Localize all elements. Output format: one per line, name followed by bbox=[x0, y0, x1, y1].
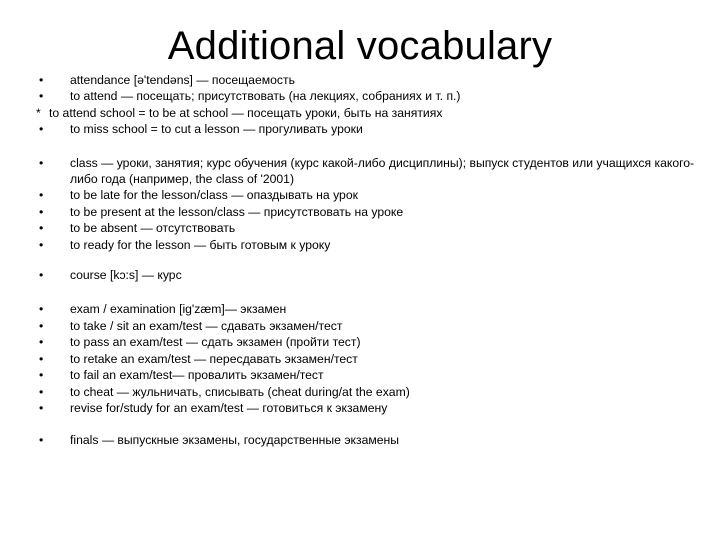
list-item-text: exam / examination [ig'zæm]— экзамен bbox=[70, 302, 287, 317]
bullet-marker: • bbox=[39, 384, 44, 399]
list-item-text: attendance [ə'tendəns] — посещаемость bbox=[70, 73, 295, 87]
list-item bbox=[36, 105, 696, 121]
list-item bbox=[36, 367, 696, 383]
list-item-text: to miss school = to cut a lesson — прогуливать уроки bbox=[70, 122, 363, 137]
bullet-marker: • bbox=[39, 221, 44, 236]
list-item-text: to cheat — жульничать, списывать (cheat during/at the exam) bbox=[70, 384, 410, 399]
bullet-marker: • bbox=[39, 89, 44, 104]
slide-title: Additional vocabulary bbox=[167, 24, 553, 68]
list-item bbox=[36, 204, 696, 220]
list-item bbox=[36, 318, 696, 334]
bullet-marker: • bbox=[39, 73, 44, 87]
list-item bbox=[36, 72, 696, 88]
bullet-marker: • bbox=[39, 318, 44, 333]
list-item-text: to take / sit an exam/test — сдавать экзамен/тест bbox=[70, 318, 343, 333]
bullet-marker: • bbox=[39, 302, 44, 317]
bullet-marker: • bbox=[39, 155, 44, 170]
list-item-text: class — уроки, занятия; курс обучения (курс какой-либо дисциплины); выпуск студентов или учащихся какого-либо года (например, the class of '2001) bbox=[70, 155, 695, 187]
bullet-marker: • bbox=[39, 188, 44, 203]
list-item bbox=[36, 155, 696, 188]
vocabulary-list bbox=[36, 72, 696, 461]
list-item bbox=[36, 267, 696, 283]
bullet-marker: • bbox=[39, 237, 44, 252]
list-item bbox=[36, 384, 696, 400]
list-item-text: to attend school = to be at school — посещать уроки, быть на занятиях bbox=[49, 105, 443, 120]
list-item bbox=[36, 334, 696, 350]
bullet-marker: • bbox=[39, 400, 44, 415]
list-item bbox=[36, 220, 696, 236]
list-item-text: revise for/study for an exam/test — готовиться к экзамену bbox=[70, 400, 388, 415]
list-item bbox=[36, 301, 696, 317]
list-item bbox=[36, 351, 696, 367]
list-item-text: to retake an exam/test — пересдавать экзамен/тест bbox=[70, 351, 358, 366]
list-item-text: to be absent — отсутствовать bbox=[70, 221, 236, 236]
bullet-marker: • bbox=[39, 368, 44, 383]
list-item bbox=[36, 432, 696, 448]
bullet-marker: • bbox=[39, 335, 44, 350]
list-item-text: to pass an exam/test — сдать экзамен (пройти тест) bbox=[70, 335, 361, 350]
bullet-marker: • bbox=[39, 351, 44, 366]
vocab-group-exam bbox=[36, 301, 696, 416]
list-item-text: to be present at the lesson/class — присутствовать на уроке bbox=[70, 204, 404, 219]
list-item-text: finals — выпускные экзамены, государственные экзамены bbox=[70, 433, 400, 448]
vocab-group-class bbox=[36, 155, 696, 253]
list-item-text: to fail an exam/test— провалить экзамен/тест bbox=[70, 368, 324, 383]
list-item-text: to ready for the lesson — быть готовым к уроку bbox=[70, 237, 331, 252]
bullet-marker: • bbox=[39, 204, 44, 219]
list-item bbox=[36, 121, 696, 137]
list-item-text: to be late for the lesson/class — опаздывать на урок bbox=[70, 188, 358, 203]
list-item bbox=[36, 187, 696, 203]
vocab-group-course bbox=[36, 267, 696, 283]
bullet-marker: • bbox=[39, 122, 44, 137]
bullet-marker: • bbox=[39, 433, 44, 448]
vocab-group-finals bbox=[36, 432, 696, 448]
list-item-text: to attend — посещать; присутствовать (на лекциях, собраниях и т. п.) bbox=[70, 89, 461, 104]
vocab-group-attendance bbox=[36, 72, 696, 138]
list-item bbox=[36, 88, 696, 104]
list-item-text: course [kɔ:s] — курс bbox=[70, 268, 182, 283]
bullet-marker: * bbox=[36, 105, 41, 120]
list-item bbox=[36, 400, 696, 416]
list-item bbox=[36, 237, 696, 253]
bullet-marker: • bbox=[39, 268, 44, 283]
